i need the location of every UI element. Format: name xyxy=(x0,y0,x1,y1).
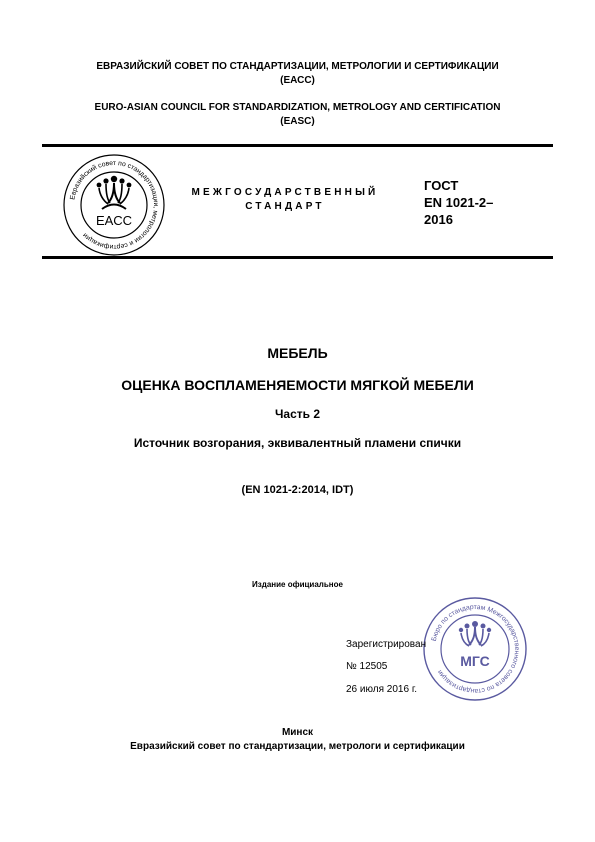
bottom-rule xyxy=(42,256,553,259)
mgs-stamp xyxy=(422,596,528,702)
publisher: Евразийский совет по стандартизации, метрологи и сертификации xyxy=(130,741,465,752)
gost-label: ГОСТ xyxy=(424,178,459,193)
emblem-ring-text: Евразийский совет по стандартизации, метрологии и сертификации xyxy=(69,159,160,251)
registration-date: 26 июля 2016 г. xyxy=(346,684,418,695)
idt-reference: (EN 1021-2:2014, IDT) xyxy=(241,484,354,496)
document-part: Часть 2 xyxy=(274,407,321,421)
document-subtitle: ОЦЕНКА ВОСПЛАМЕНЯЕМОСТИ МЯГКОЙ МЕБЕЛИ xyxy=(121,377,474,393)
stamp-abbr: МГС xyxy=(460,653,490,669)
gost-number: EN 1021-2– xyxy=(424,195,494,210)
document-part-title: Источник возгорания, эквивалентный пламени спички xyxy=(133,436,462,450)
edition-label: Издание официальное xyxy=(252,580,343,589)
standard-type-line2: СТАНДАРТ xyxy=(245,201,325,212)
standard-type-line1: МЕЖГОСУДАРСТВЕННЫЙ xyxy=(191,187,379,198)
council-abbr-en: (EASC) xyxy=(280,116,315,127)
council-name-en: EURO-ASIAN COUNCIL FOR STANDARDIZATION, METROLOGY AND CERTIFICATION xyxy=(94,102,501,113)
document-title: МЕБЕЛЬ xyxy=(267,345,328,361)
council-abbr-ru: (ЕАСС) xyxy=(280,75,315,86)
top-rule xyxy=(42,144,553,147)
stamp-ring-text: Бюро по стандартам Межгосударственного совета по стандартизации xyxy=(430,603,521,695)
publication-city: Минск xyxy=(281,727,314,738)
registration-number: № 12505 xyxy=(346,661,388,672)
flower-icon xyxy=(97,176,132,209)
gost-year: 2016 xyxy=(424,212,453,227)
svg-text:Бюро по стандартам Межгосударс xyxy=(431,604,520,694)
registered-label: Зарегистрирован xyxy=(346,639,427,650)
eacc-emblem xyxy=(62,153,166,257)
emblem-abbr: EACC xyxy=(95,213,133,228)
stamp-flower-icon xyxy=(459,621,491,646)
council-name-ru: ЕВРАЗИЙСКИЙ СОВЕТ ПО СТАНДАРТИЗАЦИИ, МЕТРОЛОГИИ И СЕРТИФИКАЦИИ xyxy=(96,61,499,72)
